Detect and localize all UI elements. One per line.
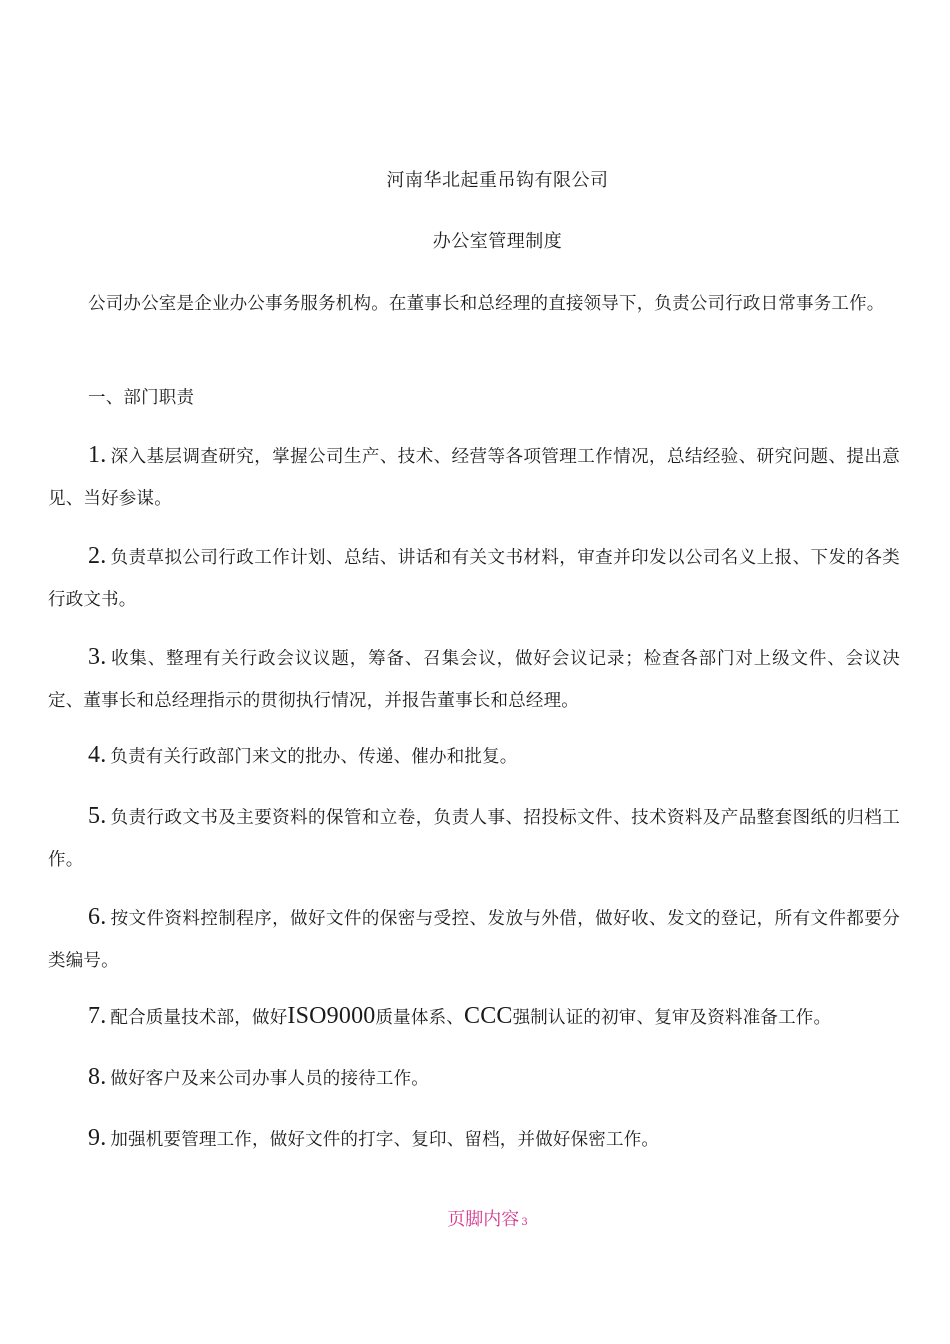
duty-item-3	[48, 636, 900, 722]
intro-paragraph: 公司办公室是企业办公事务服务机构。在董事长和总经理的直接领导下，负责公司行政日常事务工作。	[88, 294, 885, 314]
item-number: 6.	[88, 904, 107, 930]
item-text: 按文件资料控制程序，做好文件的保密与受控、发放与外借，做好收、发文的登记，所有文件都要分类编号。	[48, 909, 900, 971]
item-number: 5.	[88, 803, 107, 829]
item-text: 负责有关行政部门来文的批办、传递、催办和批复。	[110, 747, 518, 767]
item-number: 1.	[88, 442, 107, 468]
duty-item-7	[48, 995, 900, 1039]
page-footer	[0, 1205, 950, 1231]
footer-label: 页脚内容	[447, 1209, 520, 1230]
item-number: 8.	[88, 1064, 107, 1090]
document-title: 办公室管理制度	[432, 231, 563, 252]
company-name: 河南华北起重吊钩有限公司	[386, 170, 609, 191]
section-heading: 一、部门职责	[88, 388, 195, 408]
item-text: 深入基层调查研究，掌握公司生产、技术、经营等各项管理工作情况，总结经验、研究问题、提出意见、当好参谋。	[48, 447, 900, 509]
ccc-certification: CCC	[463, 1003, 513, 1029]
item-number: 2.	[88, 543, 107, 569]
item-number: 4.	[88, 742, 107, 768]
page-number: 3	[521, 1217, 528, 1228]
item-number: 7.	[88, 1003, 107, 1029]
item-text: 收集、整理有关行政会议议题，筹备、召集会议，做好会议记录；检查各部门对上级文件、会议决定、董事长和总经理指示的贯彻执行情况，并报告董事长和总经理。	[48, 649, 900, 711]
duty-item-4	[48, 734, 900, 778]
duty-item-9	[48, 1117, 900, 1161]
item-text: 质量体系、	[375, 1008, 464, 1028]
item-text: 加强机要管理工作，做好文件的打字、复印、留档，并做好保密工作。	[110, 1130, 660, 1150]
item-text: 做好客户及来公司办事人员的接待工作。	[110, 1069, 430, 1089]
duty-item-6	[48, 896, 900, 982]
item-number: 9.	[88, 1125, 107, 1151]
duty-item-1	[48, 434, 900, 520]
item-number: 3.	[88, 644, 107, 670]
item-text: 负责草拟公司行政工作计划、总结、讲话和有关文书材料，审查并印发以公司名义上报、下发的各类行政文书。	[48, 548, 900, 610]
item-text: 强制认证的初审、复审及资料准备工作。	[512, 1008, 832, 1028]
duty-item-2	[48, 535, 900, 621]
duty-item-8	[48, 1056, 900, 1100]
item-text: 配合质量技术部，做好	[110, 1008, 288, 1028]
duty-item-5	[48, 795, 900, 881]
item-text: 负责行政文书及主要资料的保管和立卷，负责人事、招投标文件、技术资料及产品整套图纸的归档工作。	[48, 808, 900, 870]
iso-standard: ISO9000	[287, 1003, 376, 1029]
